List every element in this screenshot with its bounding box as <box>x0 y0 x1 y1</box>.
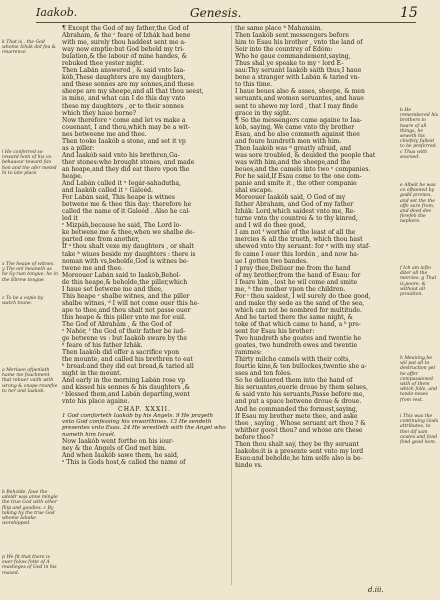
text-line: If ᵃ thou shalt vexe my daughters , or shalt <box>62 243 194 251</box>
text-line: Izhák: Lord,which saidest vnto me, Re- <box>235 208 356 216</box>
text-line: sau:Thy seruant Iaakób saith thus,I haue <box>235 67 362 75</box>
chapter-heading: CHAP. XXXII. <box>118 405 171 413</box>
text-line: Two hundreth she goates and twentie he <box>235 335 362 343</box>
text-line: couenant, I and thou,which may be a wit- <box>62 123 190 131</box>
text-line: ᵉ Nahór, ᶠ the God of their father be iud- <box>62 328 186 336</box>
signature-mark: d.iii. <box>368 586 384 594</box>
text-line: And he taried there the same night, & <box>235 313 353 321</box>
text-line: night in the mount. <box>62 370 122 378</box>
text-line: shewed vnto thy seruant: for ᵍ with my staf- <box>235 243 371 251</box>
text-line: which can not be nombred for multitude. <box>235 306 362 314</box>
text-line: ⁱ blessed them,and Labán departing,went <box>62 391 190 399</box>
text-line: twene me and thee. <box>62 264 123 272</box>
text-line: which they haue borne? <box>62 109 137 117</box>
text-line: these my daughters , or to their sonnes <box>62 102 184 110</box>
text-line: Iaakobs:it is a presente sent vnto my lord <box>235 447 364 455</box>
text-line: So he deliuered them into the hand of <box>235 377 353 385</box>
text-line: Esau:and beholde,he him selfe also is be- <box>235 454 363 462</box>
text-line: and foure hundreth men with him. <box>235 137 342 145</box>
text-line: and put a space betwene droue & droue. <box>235 398 362 406</box>
text-line: ther stones:who brought stones, and made <box>62 158 195 166</box>
text-line: And he commanded the formest,saying, <box>235 405 358 413</box>
text-line: father Abraham, and God of my father <box>235 201 354 209</box>
text-line: Then thou shalt say, they be thy seruant <box>235 440 359 448</box>
text-line: bulation,& the labour of mine handes, & <box>62 53 188 61</box>
text-line: Moreouer Iaakób said, O God of my <box>235 194 346 202</box>
text-line: is mine, and what can I do this day vnto <box>62 95 186 103</box>
text-line: And early in the morning Labán rose vp <box>62 377 186 385</box>
text-line: him to Esau his brother , vnto the land of <box>235 39 363 47</box>
text-line: ᶻ Mizpáh,because he said, The Lord lo- <box>62 222 182 230</box>
text-line: and kissed his sonnes & his daughters ,& <box>62 384 190 392</box>
text-line: whither goest thou? and whose are these <box>235 426 363 434</box>
text-line: goates, two hundreth ewes and twentie <box>235 342 358 350</box>
text-line: rammes: <box>235 349 262 357</box>
text-line: Seir into the countrey of Edóm: <box>235 46 333 54</box>
margin-note: l He conferred so reward hom of his vo behauour toward fun hon and the afer meted hi to late place <box>2 150 57 176</box>
text-line: Thus shal ye speake to my ᶜ lord E- <box>235 60 344 68</box>
text-line: kób,These daughters are my daughters, <box>62 74 186 82</box>
text-line: & said vnto his seruants,Passe before me, <box>235 391 365 399</box>
text-line: panie and smite it , the other companie <box>235 180 357 188</box>
text-line: I haue beues also & asses, sheepe, & men <box>235 88 365 96</box>
text-line: and these sonnes are my sonnes,and these <box>62 81 195 89</box>
page-number: 15 <box>400 5 418 21</box>
margin-note: h Meaning,he wil put all to destruction yet he affer compassioned with of them which folle, and tende-neses from rest. <box>400 356 438 403</box>
text-line: I feare him , lest he wil come and smite <box>235 278 358 286</box>
text-line: fe came I ouer this Iordén , and now ha- <box>235 250 359 258</box>
text-line: I haue set betwene me and thee, <box>62 285 163 293</box>
text-line: before thee? <box>235 433 274 441</box>
text-line: kób, saying, We came vnto thy brother <box>235 123 355 131</box>
text-line: an heape,and they did eat there vpon the <box>62 165 190 173</box>
text-line: If Esau my brother mete thee, and aske <box>235 412 358 420</box>
text-line: And Iaakób said vnto his brethren,Ga- <box>62 151 180 159</box>
text-line: This heape ᶜ shalbe witnes, and the piller <box>62 292 190 300</box>
text-line: vnto his place againe. <box>62 398 130 406</box>
text-line: ney & the Angels of God met him. <box>62 445 167 453</box>
text-line: And when Iaakób sawe them, he said, <box>62 452 179 460</box>
text-line: shal escape. <box>235 187 273 195</box>
left-text-column <box>62 25 227 585</box>
text-line: and I wil do thee good, <box>235 222 306 230</box>
text-line: this heape & this piller vnto me for euil. <box>62 313 186 321</box>
text-line: Then Labán answered , & said vnto Iaa- <box>62 67 186 75</box>
text-line: ʰ bread:and they did eat bread,& taried all <box>62 363 194 371</box>
text-line: the same place ᵇ Mahanáim. <box>235 25 323 32</box>
chapter-summary: 1 God comforteth Iaakób by his Angels. 9 He prayeth vnto God confessing his vnworthines. 13 He sendeth presentes vnto Esau. 24 He wrestleth with the Angel who nameth him Israél. <box>62 412 226 438</box>
margin-note: p We fit that there is euer folow fotte of A reasheges of God in his reased. <box>2 555 57 576</box>
text-line: ᵍ feare of his father Izhák. <box>62 342 143 350</box>
margin-note: e Albeit he was co ofteened by godd promes, and set the the offe sure from, and deed dee ferefeh the nephere. <box>400 183 436 225</box>
text-line: sses and ten foles. <box>235 370 292 378</box>
text-line: the mounte, and called his brethren to eat <box>62 356 193 364</box>
running-header <box>0 6 440 22</box>
text-line: seruants,and women seruantes, and haue <box>235 95 364 103</box>
text-line: heape. <box>62 172 83 180</box>
margin-note: x The heape of witnes. y The onl meaneth as he Sy-rian tongue, he in the Ebrew tongue. <box>2 262 58 283</box>
text-line: Moreouer Labán said to Iaakób,Behol- <box>62 271 181 279</box>
text-line: thee , saying , Whose seruant art thou ? & <box>235 419 366 427</box>
text-line: Then Iaakób did offer a sacrifice vpon <box>62 349 180 357</box>
text-line: parted one from another, <box>62 236 140 244</box>
column-divider <box>231 25 232 585</box>
margin-note: i This was the continuing Gods attributes, to thei dif sam ocutes and fond fond good hom. <box>400 414 439 446</box>
text-line: called the name of it Galeéd . Also he cal- <box>62 208 191 216</box>
text-line: ape to thee,and thou shalt not passe ouer <box>62 306 191 314</box>
text-line: shalbe witnes, ᵈ I will not come ouer this he- <box>62 299 200 307</box>
text-line: For ⁱ thou saidest, I wil surely do thee good, <box>235 292 371 300</box>
text-line: de this heape,& beholde,the piller,which <box>62 278 188 286</box>
text-line: toke of that which came to hand, a ᵏ pre- <box>235 320 361 328</box>
text-line: Then tooke Iaakób a stone, and set it vp <box>62 137 186 145</box>
text-line: Abraham, & the ʳ feare of Izhák had bene <box>62 32 191 40</box>
header-book-title: Genesis. <box>190 6 242 20</box>
text-line: Then Iaakób was ᵈ greatly afraid, and <box>235 144 352 152</box>
text-line: his seruantes,euerie droue by them selues, <box>235 384 368 392</box>
text-line: with me, surely thou haddest sent me a- <box>62 39 187 47</box>
text-line: ᵃ This is Gods host,& called the name of <box>62 459 186 467</box>
text-line: ¶ Except the God of my father,the God of <box>62 25 189 32</box>
text-line: I pray thee,Deliuer me from the hand <box>235 264 351 272</box>
text-line: ke betwene me & thee,when we shalbe de- <box>62 229 195 237</box>
text-line: Now therefore ˢ come and let vs make a <box>62 116 186 124</box>
text-line: Who he gaue commandement,saying, <box>235 53 351 61</box>
text-line: ue I gotten two bandes. <box>235 257 309 265</box>
text-line: fourtie kine,& ten bullockes,twentie she a- <box>235 363 367 371</box>
margin-note: k That is , the God whome Izhák did fea & reuerence <box>2 40 56 56</box>
text-line: Then Iaakób sent messengers before <box>235 32 349 40</box>
text-line: sent to shewe my lord , that I may finde <box>235 102 358 110</box>
header-left: Iaakob. <box>36 6 78 19</box>
margin-note: f Ich am lefto diter all the mercies. g That is,poore, & without all prouition. <box>400 266 437 298</box>
margin-note: b Beholde, faue the adoldr was anne mingle the true God with other fhip and goodies. c By taking by the true God whome Iahake worshipped. <box>2 490 58 527</box>
margin-note: b He remembered his brothers to heare of all things, he seweth his chiefely fullest to be preferred. c Thus with soursed. <box>400 108 439 160</box>
text-line: and Iaakób called it ʸ Galeéd. <box>62 187 154 195</box>
text-line: turne vnto thy countrei & to thy kinred, <box>235 215 358 223</box>
right-text-column <box>235 25 395 585</box>
text-line: led it <box>62 215 78 223</box>
text-line: sent for Esau his brother: <box>235 328 315 336</box>
text-line: The God of Abrahám , & the God of <box>62 320 172 328</box>
header-rule <box>36 22 416 23</box>
text-line: me, ʰ the mother vpon the children. <box>235 285 346 293</box>
text-line: rebuked thee yester night. <box>62 60 145 68</box>
text-line: For he said,If Esau come to the one com- <box>235 172 362 180</box>
margin-note: z To be a espie by watch toune. <box>2 296 44 307</box>
text-line: And Labán called it ˣ Iegár-sahadutha, <box>62 180 182 188</box>
text-line: Now Iaakób went forthe on his iour- <box>62 438 174 446</box>
text-line: was sore troubled, & deuided the people that <box>235 151 376 159</box>
text-line: beues,and the camels into two ᵉ companies. <box>235 165 371 173</box>
text-line: ge betwene vs : but Iaakób sware by the <box>62 335 187 343</box>
text-line: to this time. <box>235 81 273 89</box>
text-line: nes betweene me and thee. <box>62 130 147 138</box>
text-line: hinde vs. <box>235 461 263 469</box>
text-line: I am not ᶠ worthie of the least of all the <box>235 229 356 237</box>
text-line: ¶ So the messengers came againe to Iaa- <box>235 116 362 124</box>
text-line: was with him,and the sheepe,and the <box>235 158 351 166</box>
text-line: as a piller: <box>62 144 95 152</box>
text-line: and make thy sede as the sand of the sea, <box>235 299 365 307</box>
text-line: Thirty milche camels with their colts, <box>235 356 351 364</box>
text-line: For Labán said, This heape is witnes <box>62 194 175 202</box>
margin-note: a Meriuen ofpenlath hame me fouchment that rebuer vaith with wrong & vnape-rounflie to her and Iaakob. <box>2 368 58 394</box>
text-line: Esau, and he also commeth against thee <box>235 130 360 138</box>
text-line: of my brother,from the hand of Esau: for <box>235 271 361 279</box>
text-line: take ᵇ wiues beside my daughters : there is <box>62 250 196 258</box>
text-line: way now emptie:but God beheld my tri- <box>62 46 185 54</box>
text-line: bene a stranger with Labán & taried vn- <box>235 74 360 82</box>
text-line: grace in thy sight. <box>235 109 292 117</box>
text-line: sheepe are my sheepe,and all that thou seest, <box>62 88 204 96</box>
text-line: noman with vs,beholde,God is witnes be- <box>62 257 189 265</box>
text-line: betwene me & thee this day: therefore he <box>62 201 192 209</box>
text-line: mercies & all the trueth, which thou hast <box>235 236 363 244</box>
